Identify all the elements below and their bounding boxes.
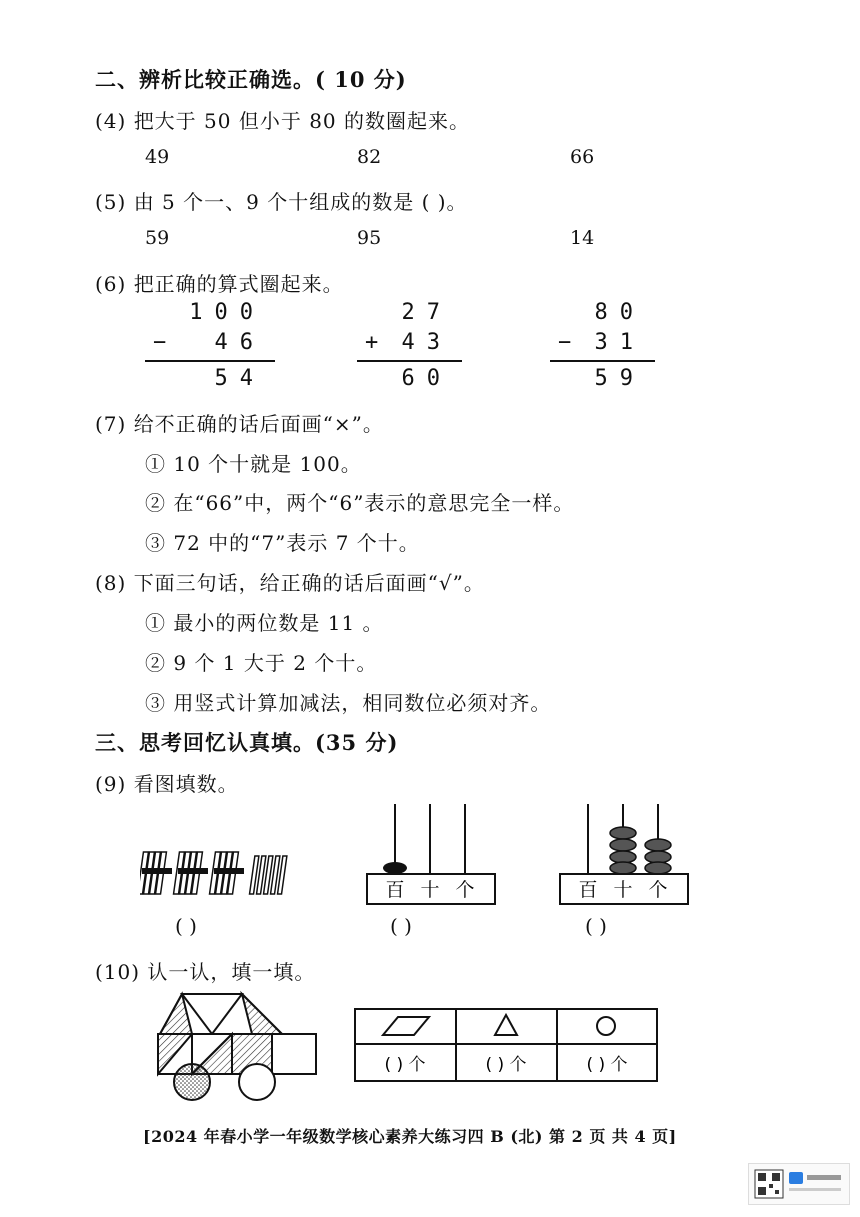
count-blank-triangle[interactable]: ( ) 个 <box>485 1055 527 1075</box>
calc-2-line <box>357 360 462 362</box>
abacus-ones-beads <box>645 839 671 874</box>
abacus-1-label-hundreds: 百 <box>385 879 405 901</box>
section-2-title: 二、辨析比较正确选。( 10 分) <box>95 67 407 92</box>
calc-2-top: 27 <box>401 300 452 325</box>
calc-2-second: 43 <box>401 330 452 355</box>
q4-option-3: 66 <box>570 146 595 168</box>
count-blank-parallelogram[interactable]: ( ) 个 <box>384 1055 426 1075</box>
q4-option-1: 49 <box>145 146 170 168</box>
question-6: (6) 把正确的算式圈起来。 <box>95 272 344 296</box>
page-footer: [2024 年春小学一年级数学核心素养大练习四 B (北) 第 2 页 共 4 页] <box>143 1127 677 1146</box>
shape-car-figure <box>152 990 322 1102</box>
q5-option-1: 59 <box>145 227 170 249</box>
vertical-calc-3 <box>550 300 655 395</box>
abacus-bead <box>383 862 407 874</box>
qr-code-icon <box>749 1164 849 1204</box>
question-9: (9) 看图填数。 <box>95 772 239 796</box>
q8-item-2: ② 9 个 1 大于 2 个十。 <box>145 651 378 675</box>
q8-item-3: ③ 用竖式计算加减法，相同数位必须对齐。 <box>145 691 552 715</box>
shape-count-table <box>353 1007 659 1083</box>
q9-answer-blank-3[interactable]: ( ) <box>585 914 607 938</box>
question-10: (10) 认一认，填一填。 <box>95 960 316 984</box>
calc-3-result: 59 <box>594 366 645 391</box>
stick-bundle-3 <box>210 852 244 894</box>
q8-item-1: ① 最小的两位数是 11 。 <box>145 611 384 635</box>
car-wheel-left <box>174 1064 210 1100</box>
question-4: (4) 把大于 50 但小于 80 的数圈起来。 <box>95 109 471 133</box>
q7-item-2: ② 在“66”中，两个“6”表示的意思完全一样。 <box>145 491 575 515</box>
stick-bundles-figure <box>140 848 300 900</box>
calc-2-operator: + <box>365 330 379 355</box>
q7-item-3: ③ 72 中的“7”表示 7 个十。 <box>145 531 420 555</box>
q4-option-2: 82 <box>357 146 382 168</box>
question-8: (8) 下面三句话，给正确的话后面画“√”。 <box>95 571 485 595</box>
vertical-calc-1 <box>145 300 275 395</box>
question-5: (5) 由 5 个一、9 个十组成的数是 ( )。 <box>95 190 468 214</box>
abacus-1-label-tens: 十 <box>420 879 440 901</box>
abacus-figure-2 <box>558 800 693 908</box>
calc-3-operator: − <box>558 330 572 355</box>
calc-1-top: 100 <box>189 300 265 325</box>
parallelogram-icon <box>383 1017 429 1035</box>
abacus-2-label-hundreds: 百 <box>578 879 598 901</box>
q9-answer-blank-1[interactable]: ( ) <box>175 914 197 938</box>
calc-1-second: 46 <box>214 330 265 355</box>
calc-2-result: 60 <box>401 366 452 391</box>
q5-option-3: 14 <box>570 227 595 249</box>
q7-item-1: ① 10 个十就是 100。 <box>145 452 362 476</box>
stick-bundle-1 <box>140 852 172 894</box>
q5-option-2: 95 <box>357 227 382 249</box>
abacus-1-label-ones: 个 <box>455 879 475 901</box>
car-wheel-right <box>239 1064 275 1100</box>
scanner-watermark <box>748 1163 850 1205</box>
q9-answer-blank-2[interactable]: ( ) <box>390 914 412 938</box>
question-7: (7) 给不正确的话后面画“×”。 <box>95 412 384 436</box>
abacus-figure-1 <box>365 800 500 908</box>
calc-3-top: 80 <box>594 300 645 325</box>
calc-1-line <box>145 360 275 362</box>
calc-3-second: 31 <box>594 330 645 355</box>
calc-1-result: 54 <box>214 366 265 391</box>
section-3-title: 三、思考回忆认真填。(35 分) <box>95 730 399 755</box>
vertical-calc-2 <box>357 300 462 395</box>
calc-1-operator: − <box>153 330 167 355</box>
abacus-2-label-ones: 个 <box>648 879 668 901</box>
abacus-tens-beads <box>610 827 636 874</box>
abacus-2-label-tens: 十 <box>613 879 633 901</box>
triangle-icon <box>495 1015 517 1035</box>
calc-3-line <box>550 360 655 362</box>
loose-sticks <box>250 856 287 894</box>
stick-bundle-2 <box>174 852 208 894</box>
circle-icon <box>597 1017 615 1035</box>
count-blank-circle[interactable]: ( ) 个 <box>586 1055 628 1075</box>
